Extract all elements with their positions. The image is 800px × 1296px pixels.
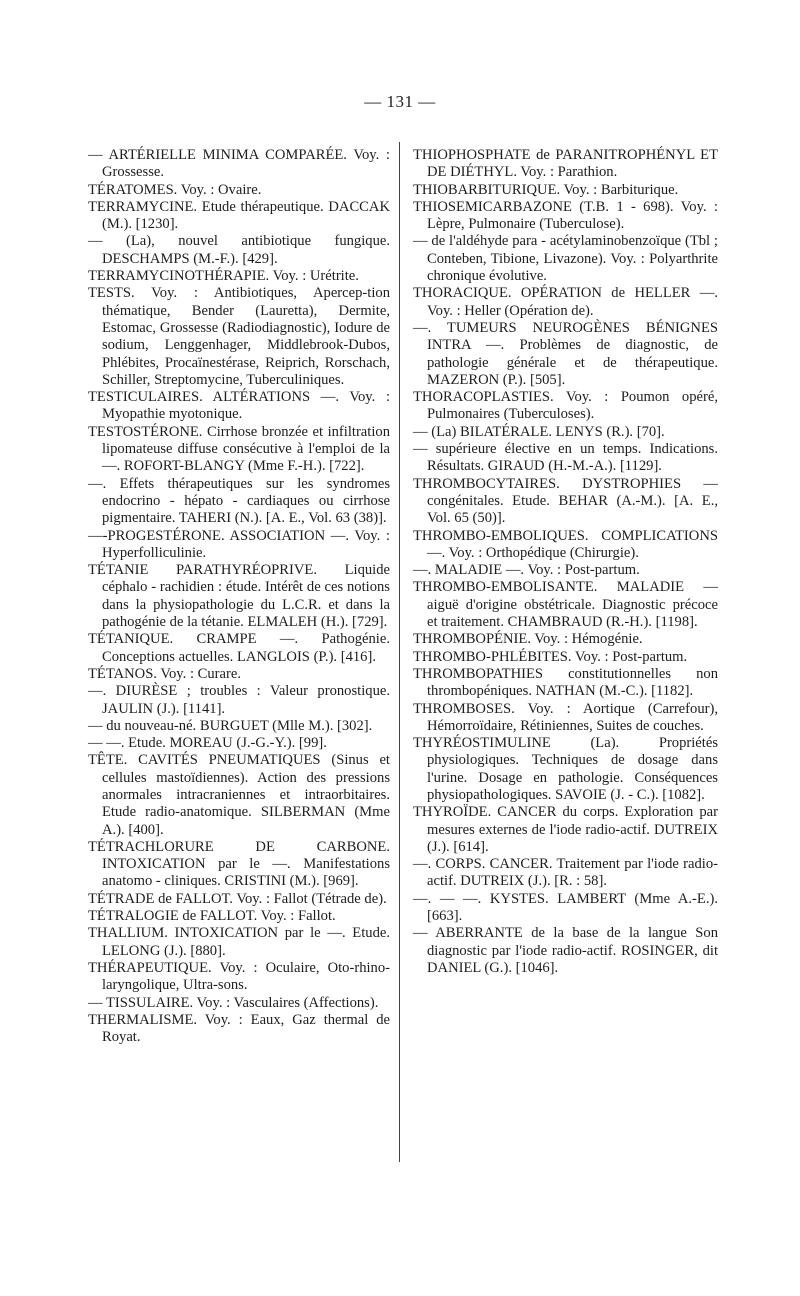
index-entry: TESTOSTÉRONE. Cirrhose bronzée et infiltration lipomateuse diffuse consécutive à l'emploi de la —. ROFORT-BLANGY (Mme F.-H.). [722]. bbox=[88, 423, 390, 475]
index-entry: — supérieure élective en un temps. Indications. Résultats. GIRAUD (H.-M.-A.). [1129]. bbox=[413, 441, 718, 475]
index-entry: THIOSEMICARBAZONE (T.B. 1 - 698). Voy. : Lèpre, Pulmonaire (Tuberculose). bbox=[413, 198, 718, 233]
index-entry: THIOBARBITURIQUE. Voy. : Barbiturique. bbox=[413, 181, 679, 198]
index-entry: THROMBOPATHIES constitutionnelles non thrombopéniques. NATHAN (M.-C.). [1182]. bbox=[413, 665, 718, 700]
index-entry: THROMBO-PHLÉBITES. Voy. : Post-partum. bbox=[413, 648, 688, 665]
index-entry: TESTICULAIRES. ALTÉRATIONS —. Voy. : Myopathie myotonique. bbox=[88, 389, 390, 423]
index-entry: TÉTANIE PARATHYRÉOPRIVE. Liquide céphalo - rachidien : étude. Intérêt de ces notions dans la physiopathologie du L.C.R. et dans la pathogénie de la tétanie. ELMALEH (H.). [729]. bbox=[88, 562, 390, 631]
index-entry: — (La) BILATÉRALE. LENYS (R.). [70]. bbox=[413, 423, 665, 440]
index-entry: — —. Etude. MOREAU (J.-G.-Y.). [99]. bbox=[88, 735, 327, 752]
index-entry: —. — —. KYSTES. LAMBERT (Mme A.-E.). [663]. bbox=[413, 890, 718, 925]
page-number: — 131 — bbox=[364, 92, 436, 111]
index-entry: THROMBOPÉNIE. Voy. : Hémogénie. bbox=[413, 631, 643, 648]
column-divider bbox=[399, 142, 400, 1162]
index-entry: THYRÉOSTIMULINE (La). Propriétés physiologiques. Techniques de dosage dans l'urine. Dosage en pathologie. Conséquences physiopathologiques. SAVOIE (J. - C.). [1082]. bbox=[413, 735, 718, 803]
index-entry: —. Effets thérapeutiques sur les syndromes endocrino - hépato - cardiaques ou cirrhose pigmentaire. TAHERI (N.). [A. E., Vol. 63 (38)]. bbox=[88, 475, 390, 527]
index-entry: — TISSULAIRE. Voy. : Vasculaires (Affections). bbox=[88, 994, 379, 1011]
index-entry: TESTS. Voy. : Antibiotiques, Apercep-tion thématique, Bender (Lauretta), Dermite, Estomac, Grossesse (Radiodiagnostic), Iodure de sodium, Lenggenhager, Middlebrook-Dubos, Phlébites, Procaïnestérase, Reiprich, Rorschach, Schiller, Streptomycine, Tuberculiniques. bbox=[88, 285, 390, 388]
index-entry: —. CORPS. CANCER. Traitement par l'iode radio-actif. DUTREIX (J.). [R. : 58]. bbox=[413, 856, 718, 890]
index-entry: THORACOPLASTIES. Voy. : Poumon opéré, Pulmonaires (Tuberculoses). bbox=[413, 389, 718, 423]
index-entry: THROMBOSES. Voy. : Aortique (Carrefour), Hémorroïdaire, Rétiniennes, Suites de couches. bbox=[413, 700, 718, 734]
index-entry: THÉRAPEUTIQUE. Voy. : Oculaire, Oto-rhino-laryngolique, Ultra-sons. bbox=[88, 959, 390, 994]
index-entry: —-PROGESTÉRONE. ASSOCIATION —. Voy. : Hyperfolliculinie. bbox=[88, 527, 390, 561]
index-entry: THROMBOCYTAIRES. DYSTROPHIES — congénitales. Etude. BEHAR (A.-M.). [A. E., Vol. 65 (50)]. bbox=[413, 475, 718, 527]
index-entry: —. DIURÈSE ; troubles : Valeur pronostique. JAULIN (J.). [1141]. bbox=[88, 683, 390, 717]
index-entry: — de l'aldéhyde para - acétylaminobenzoïque (Tbl ; Conteben, Tibione, Livazone). Voy. : Polyarthrite chronique évolutive. bbox=[413, 233, 718, 285]
index-entry: —. TUMEURS NEUROGÈNES BÉNIGNES INTRA —. Problèmes de diagnostic, de pathologie générale et de thérapeutique. MAZERON (P.). [505]. bbox=[413, 319, 718, 388]
index-entry: THIOPHOSPHATE de PARANITROPHÉNYL ET DE DIÉTHYL. Voy. : Parathion. bbox=[413, 147, 718, 181]
index-entry: TÊTE. CAVITÉS PNEUMATIQUES (Sinus et cellules mastoïdiennes). Action des pressions anormales intracraniennes et intraorbitaires. Etude radio-anatomique. SILBERMAN (Mme A.). [400]. bbox=[88, 752, 390, 838]
index-entry: — ABERRANTE de la base de la langue Son diagnostic par l'iode radio-actif. ROSINGER, dit DANIEL (G.). [1046]. bbox=[413, 925, 718, 976]
index-entry: TÉTANOS. Voy. : Curare. bbox=[88, 665, 241, 682]
index-entry: THORACIQUE. OPÉRATION de HELLER —. Voy. : Heller (Opération de). bbox=[413, 285, 718, 319]
index-entry: — (La), nouvel antibiotique fungique. DESCHAMPS (M.-F.). [429]. bbox=[88, 233, 390, 267]
index-entry: TERRAMYCINE. Etude thérapeutique. DACCAK (M.). [1230]. bbox=[88, 198, 390, 233]
index-entry: THALLIUM. INTOXICATION par le —. Etude. LELONG (J.). [880]. bbox=[88, 925, 390, 959]
index-entry: TÉTRADE de FALLOT. Voy. : Fallot (Tétrade de). bbox=[88, 890, 387, 907]
index-column-left bbox=[88, 147, 390, 1046]
index-entry: THYROÏDE. CANCER du corps. Exploration par mesures externes de l'iode radio-actif. DUTREIX (J.). [614]. bbox=[413, 804, 718, 855]
index-entry: THROMBO-EMBOLISANTE. MALADIE — aiguë d'origine obstétricale. Diagnostic précoce et traitement. CHAMBRAUD (R.-H.). [1198]. bbox=[413, 579, 718, 631]
index-entry: TÉTRALOGIE de FALLOT. Voy. : Fallot. bbox=[88, 908, 336, 925]
index-entry: TÉRATOMES. Voy. : Ovaire. bbox=[88, 181, 262, 198]
index-entry: THROMBO-EMBOLIQUES. COMPLICATIONS —. Voy. : Orthopédique (Chirurgie). bbox=[413, 527, 718, 561]
index-entry: TÉTANIQUE. CRAMPE —. Pathogénie. Conceptions actuelles. LANGLOIS (P.). [416]. bbox=[88, 631, 390, 665]
index-column-right bbox=[413, 147, 718, 977]
index-entry: TERRAMYCINOTHÉRAPIE. Voy. : Urétrite. bbox=[88, 268, 359, 285]
index-entry: —. MALADIE —. Voy. : Post-partum. bbox=[413, 562, 640, 579]
index-entry: TÉTRACHLORURE DE CARBONE. INTOXICATION par le —. Manifestations anatomo - cliniques. CRISTINI (M.). [969]. bbox=[88, 838, 390, 890]
index-entry: — ARTÉRIELLE MINIMA COMPARÉE. Voy. : Grossesse. bbox=[88, 147, 390, 181]
index-entry: THERMALISME. Voy. : Eaux, Gaz thermal de Royat. bbox=[88, 1011, 390, 1046]
index-entry: — du nouveau-né. BURGUET (Mlle M.). [302]. bbox=[88, 717, 373, 734]
